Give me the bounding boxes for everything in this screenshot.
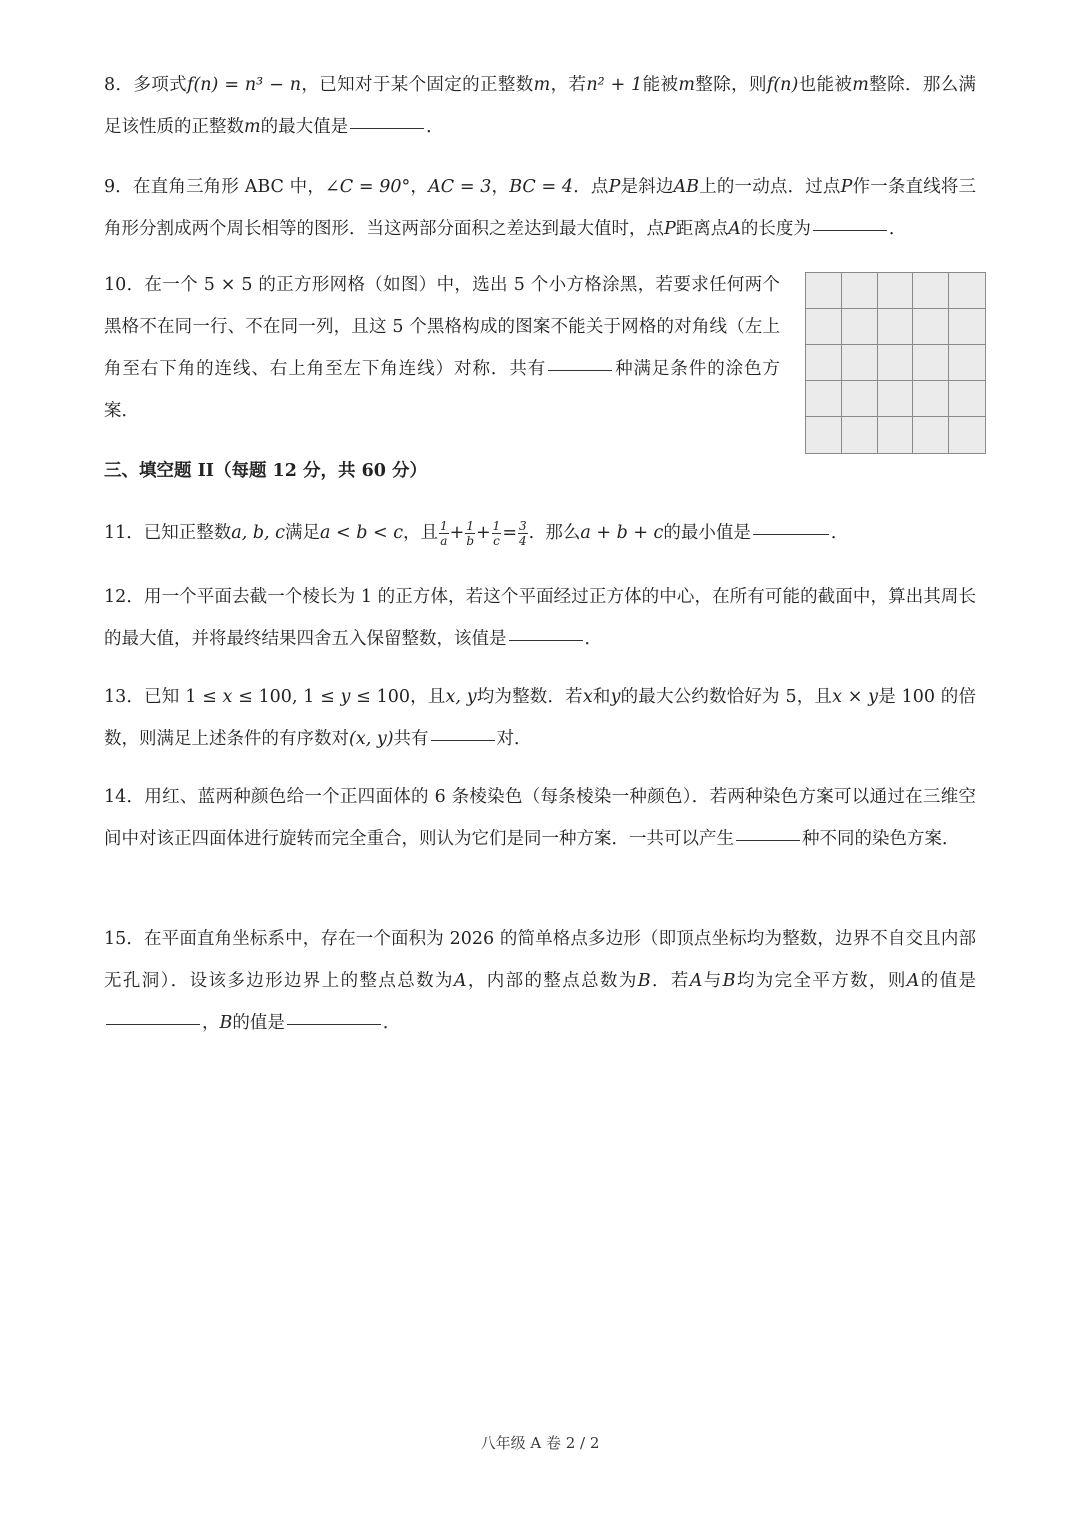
question-11: 11．已知正整数a, b, c满足a < b < c，且 $\frac{1}{a}$ + $\frac{1}{b}$ + $\frac{1}{c}$ = $\frac{3}{4}$ . 那么a + b + c的最小值是 ．: [104, 519, 849, 548]
answer-blank: [509, 639, 583, 641]
grid-cell: [878, 273, 914, 309]
fraction: $\frac{3}{4}$: [518, 519, 527, 548]
answer-blank: [753, 533, 829, 535]
answer-blank: [548, 369, 612, 371]
question-13: 13．已知 1 ≤ x ≤ 100, 1 ≤ y ≤ 100，且x, y均为整数．若x和y的最大公约数恰好为 5，且x × y是 100 的倍数，则满足上述条件的有序数对(x, y)共有 对．: [104, 687, 976, 749]
grid-cell: [913, 345, 949, 381]
grid-cell: [878, 345, 914, 381]
question-number: 12．: [104, 587, 144, 607]
question-number: 15．: [104, 929, 145, 949]
question-14: 14．用红、蓝两种颜色给一个正四面体的 6 条棱染色（每条棱染一种颜色）．若两种染色方案可以通过在三维空间中对该正四面体进行旋转而完全重合，则认为它们是同一种方案．一共可以产生 种不同的染色方案．: [104, 787, 976, 849]
answer-blank: [287, 1023, 381, 1025]
grid-cell: [913, 417, 949, 453]
question-number: 10．: [104, 275, 145, 295]
grid-cell: [842, 273, 878, 309]
section-title: 三、填空题 II（每题 12 分，共 60 分）: [104, 461, 428, 481]
grid-cell: [878, 417, 914, 453]
grid-cell: [913, 273, 949, 309]
grid-cell: [842, 309, 878, 345]
grid-cell: [878, 309, 914, 345]
fraction: $\frac{1}{c}$: [492, 519, 501, 548]
grid-cell: [949, 309, 985, 345]
grid-cell: [806, 309, 842, 345]
grid-cell: [913, 309, 949, 345]
question-number: 11．: [104, 523, 144, 543]
grid-cell: [806, 381, 842, 417]
fraction: $\frac{1}{a}$: [440, 519, 448, 548]
answer-blank: [350, 127, 424, 129]
question-number: 9．: [104, 177, 133, 197]
fraction: $\frac{1}{b}$: [466, 519, 474, 548]
grid-cell: [842, 381, 878, 417]
question-12: 12．用一个平面去截一个棱长为 1 的正方体，若这个平面经过正方体的中心，在所有可能的截面中，算出其周长的最大值，并将最终结果四舍五入保留整数，该值是 ．: [104, 587, 976, 649]
grid-figure-5x5: [805, 272, 986, 454]
grid-cell: [806, 417, 842, 453]
answer-blank: [431, 739, 495, 741]
answer-blank: [813, 229, 887, 231]
question-10: 10．在一个 5 × 5 的正方形网格（如图）中，选出 5 个小方格涂黑，若要求任何两个黑格不在同一行、不在同一列，且这 5 个黑格构成的图案不能关于网格的对角线（左上角至右下角的连线、右上角至左下角连线）对称．共有 种满足条件的涂色方案．: [104, 275, 781, 421]
question-number: 14．: [104, 787, 145, 807]
answer-blank: [736, 839, 800, 841]
grid-cell: [842, 345, 878, 381]
question-9: 9．在直角三角形 ABC 中，∠C = 90°，AC = 3，BC = 4．点P是斜边AB上的一动点．过点P作一条直线将三角形分割成两个周长相等的图形．当这两部分面积之差达到最大值时，点P距离点A的长度为 ．: [104, 177, 977, 239]
grid-cell: [842, 417, 878, 453]
grid-cell: [806, 273, 842, 309]
question-8: 8．多项式f(n) = n³ − n，已知对于某个固定的正整数m，若n² + 1能被m整除，则f(n)也能被m整除．那么满足该性质的正整数m的最大值是 ．: [104, 75, 977, 137]
grid-cell: [913, 381, 949, 417]
grid-cell: [949, 381, 985, 417]
grid-cell: [949, 417, 985, 453]
question-number: 8．: [104, 75, 134, 95]
page-footer: 八年级 A 卷 2 / 2: [480, 1434, 600, 1452]
grid-cell: [949, 345, 985, 381]
question-number: 13．: [104, 687, 145, 707]
grid-cell: [878, 381, 914, 417]
grid-cell: [949, 273, 985, 309]
grid-cell: [806, 345, 842, 381]
answer-blank: [106, 1023, 200, 1025]
question-15: 15．在平面直角坐标系中，存在一个面积为 2026 的简单格点多边形（即顶点坐标均为整数，边界不自交且内部无孔洞）．设该多边形边界上的整点总数为A，内部的整点总数为B．若A与B均为完全平方数，则A的值是，B的值是 ．: [104, 929, 977, 1033]
